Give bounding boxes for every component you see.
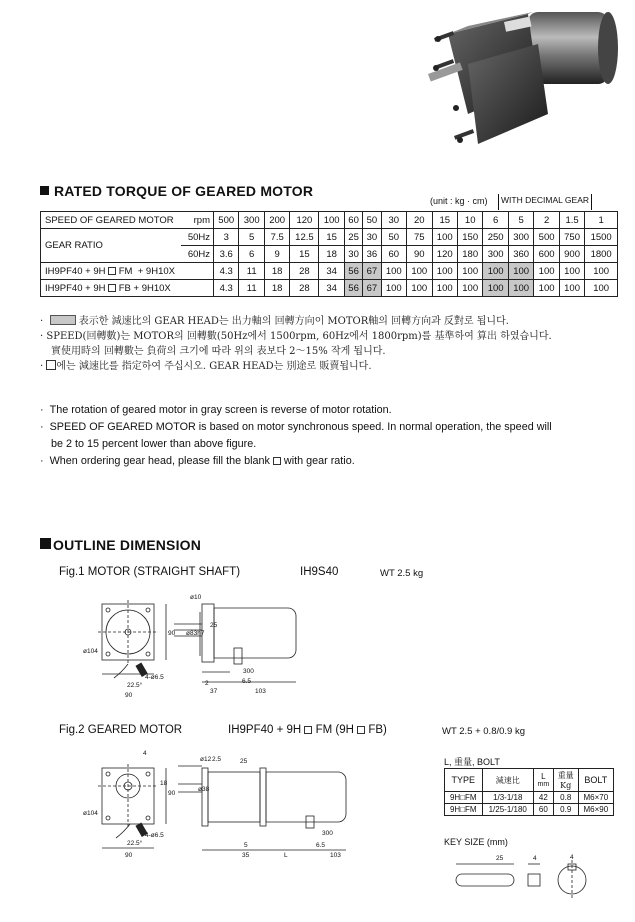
fig2-dim-38: ø38	[198, 786, 210, 793]
fig1-dim-300: 300	[243, 668, 254, 675]
table-cell: 100	[381, 263, 406, 280]
table-cell: 100	[559, 280, 584, 297]
fig1-dim-37: 37	[210, 688, 218, 695]
table-cell: 900	[559, 246, 584, 263]
key-size-caption: KEY SIZE (mm)	[444, 837, 508, 847]
bolt-cell-weight: 0.9	[553, 804, 578, 816]
fig1-dim-hole: 4-ø6.5	[145, 674, 164, 681]
bolt-header-type: TYPE	[445, 769, 483, 792]
heading-bullet-icon	[40, 186, 49, 195]
table-cell: 4.3	[214, 263, 239, 280]
table-cell: 90	[407, 246, 432, 263]
table-cell: 300	[508, 229, 533, 246]
key-size-drawing	[444, 850, 614, 916]
fig2-dim-18: 18	[160, 780, 168, 787]
table-cell: 300	[239, 212, 264, 229]
fig2-title: Fig.2 GEARED MOTOR	[59, 724, 183, 736]
bolt-header-bolt: BOLT	[578, 769, 613, 792]
blank-box-icon	[357, 726, 365, 734]
decimal-gear-bracket-left	[498, 194, 499, 210]
key-dim-width: 4	[533, 855, 537, 862]
bolt-header-weight: 重量 Kg	[553, 769, 578, 792]
speed-label: SPEED OF GEARED MOTOR	[41, 212, 181, 229]
fig1-motor-body	[214, 608, 296, 658]
fig1-dim-103: 103	[255, 688, 266, 695]
fig2-bolt-hole	[146, 816, 150, 820]
table-cell-gray: 100	[508, 263, 533, 280]
fig2-weight: WT 2.5 + 0.8/0.9 kg	[442, 726, 525, 737]
fig2-gear-flange	[202, 768, 208, 826]
table-cell: 6	[239, 246, 264, 263]
table-cell: 100	[432, 280, 457, 297]
fig2-dim-300: 300	[322, 830, 333, 837]
bolt-cell-weight: 0.8	[553, 792, 578, 804]
bolt-cell-l: 42	[533, 792, 553, 804]
table-cell: 60	[381, 246, 406, 263]
model-row1-label: IH9PF40 + 9H FM + 9H10X	[41, 263, 214, 280]
table-cell: 34	[319, 280, 344, 297]
table-cell: 100	[534, 263, 559, 280]
table-cell: 3.6	[214, 246, 239, 263]
fig1-dim-90: 90	[125, 692, 133, 699]
table-cell-gray: 56	[344, 280, 362, 297]
table-cell: 100	[457, 263, 482, 280]
table-cell: 28	[290, 280, 319, 297]
table-cell: 15	[319, 229, 344, 246]
fig2-motor-flange	[260, 768, 266, 826]
table-cell: 180	[457, 246, 482, 263]
table-cell: 1800	[585, 246, 618, 263]
bolt-cell-bolt: M6×70	[578, 792, 613, 804]
gear-ratio-label: GEAR RATIO	[41, 229, 181, 263]
bolt-header-ratio: 減速比	[482, 769, 533, 792]
table-cell: 1.5	[559, 212, 584, 229]
note-eng-1: · The rotation of geared motor in gray screen is reverse of motor rotation.	[40, 404, 392, 416]
fig1-bolt-hole	[146, 608, 150, 612]
hz50-label: 50Hz	[181, 229, 214, 246]
note-eng-2: · SPEED OF GEARED MOTOR is based on motor synchronous speed. In normal operation, the speed will	[40, 421, 552, 433]
fig1-bolt-hole	[146, 652, 150, 656]
bolt-header-l: L mm	[533, 769, 553, 792]
fig1-weight: WT 2.5 kg	[380, 568, 424, 579]
table-cell: 7.5	[264, 229, 289, 246]
table-row	[445, 804, 614, 816]
fig1-terminal	[234, 648, 242, 664]
fig1-model: IH9S40	[300, 566, 339, 578]
bolt-caption: L, 重量, BOLT	[444, 757, 500, 767]
fig1-dim-104: ø104	[83, 648, 98, 655]
fig2-dim-35: 35	[242, 852, 250, 859]
table-cell: 9	[264, 246, 289, 263]
fig2-bolt-hole	[146, 772, 150, 776]
fig1-bolt-hole	[106, 608, 110, 612]
fig2-dim-5: 5	[244, 842, 248, 849]
table-cell: 750	[559, 229, 584, 246]
gray-swatch-icon	[50, 315, 76, 325]
fig1-bolt-hole	[106, 652, 110, 656]
table-cell: 100	[457, 280, 482, 297]
table-cell-gray: 100	[508, 280, 533, 297]
table-cell: 10	[457, 212, 482, 229]
table-cell: 20	[407, 212, 432, 229]
fig2-dim-25: 25	[240, 758, 248, 765]
table-cell: 250	[483, 229, 508, 246]
fig2-dim-104: ø104	[83, 810, 98, 817]
table-cell: 1	[585, 212, 618, 229]
table-cell: 50	[363, 212, 381, 229]
table-cell: 500	[534, 229, 559, 246]
fig2-bolt-hole	[106, 816, 110, 820]
fig2-dim-90-vertical: 90	[168, 790, 176, 797]
table-cell-gray: 67	[363, 280, 381, 297]
rpm-label: rpm	[181, 212, 214, 229]
table-cell: 30	[363, 229, 381, 246]
bolt-cell-l: 60	[533, 804, 553, 816]
table-cell: 120	[290, 212, 319, 229]
model-row2-label: IH9PF40 + 9H FB + 9H10X	[41, 280, 214, 297]
table-cell: 360	[508, 246, 533, 263]
geared-motor-photo	[408, 4, 620, 162]
table-cell: 600	[534, 246, 559, 263]
note-kor-3: · 에는 減速比를 指定하여 주십시오. GEAR HEAD는 別途로 販賣됩니다.	[40, 361, 372, 372]
table-cell: 100	[585, 263, 618, 280]
table-cell: 4.3	[214, 280, 239, 297]
table-cell-gray: 56	[344, 263, 362, 280]
blank-box-icon	[108, 284, 116, 292]
bolt-table	[444, 768, 614, 816]
table-cell: 11	[239, 263, 264, 280]
bolt-cell-bolt: M6×90	[578, 804, 613, 816]
notes-korean	[40, 314, 620, 374]
fig1-dim-25: 25	[210, 622, 218, 629]
fig2-dim-4: 4	[143, 750, 147, 757]
table-cell: 120	[432, 246, 457, 263]
table-cell-gray: 100	[483, 263, 508, 280]
table-cell: 100	[432, 263, 457, 280]
table-cell: 34	[319, 263, 344, 280]
table-cell: 18	[264, 280, 289, 297]
table-cell-gray: 100	[483, 280, 508, 297]
fig2-bolt-hole	[106, 772, 110, 776]
outline-heading: OUTLINE DIMENSION	[40, 537, 201, 553]
fig2-gearhead-body	[208, 772, 260, 822]
table-cell: 15	[432, 212, 457, 229]
fig2-dim-90: 90	[125, 852, 133, 859]
fig2-model: IH9PF40 + 9H FM (9H FB)	[228, 724, 387, 736]
note-kor-2b: 實使用時의 回轉數는 負荷의 크기에 따라 위의 表보다 2～15% 작게 됩니다.	[51, 346, 386, 357]
rated-torque-table	[40, 211, 618, 297]
table-cell: 100	[534, 280, 559, 297]
notes-english	[40, 402, 620, 470]
table-cell: 15	[290, 246, 319, 263]
table-cell: 12.5	[290, 229, 319, 246]
fig2-dim-angle: 22.5°	[127, 840, 143, 847]
blank-box-icon	[46, 360, 56, 370]
bolt-cell-ratio: 1/25-1/180	[482, 804, 533, 816]
table-cell: 3	[214, 229, 239, 246]
table-cell: 2	[534, 212, 559, 229]
fig2-dim-6-5: 6.5	[316, 842, 326, 849]
table-cell: 1500	[585, 229, 618, 246]
table-cell: 150	[457, 229, 482, 246]
fig1-dim-angle: 22.5°	[127, 682, 143, 689]
note-kor-2: · SPEED(回轉數)는 MOTOR의 回轉數(50Hz에서 1500rpm, 60Hz에서 1800rpm)를 基準하여 算出 하였습니다.	[40, 331, 552, 342]
table-cell: 100	[407, 280, 432, 297]
fig2-dim-shaft: ø12	[200, 756, 212, 763]
table-row	[445, 792, 614, 804]
fig1-dim-83: ø83h7	[186, 630, 205, 637]
table-cell: 6	[483, 212, 508, 229]
fig1-title: Fig.1 MOTOR (STRAIGHT SHAFT)	[59, 566, 241, 578]
fig2-dim-2-5: 2.5	[212, 756, 222, 763]
blank-box-icon	[108, 267, 116, 275]
key-top-view	[456, 874, 514, 886]
decimal-gear-bracket-right	[591, 194, 592, 210]
table-cell: 28	[290, 263, 319, 280]
key-side-view	[528, 874, 540, 886]
blank-box-icon	[304, 726, 312, 734]
table-cell: 36	[363, 246, 381, 263]
table-row	[41, 263, 618, 280]
table-cell: 60	[344, 212, 362, 229]
table-cell: 100	[559, 263, 584, 280]
table-cell: 200	[264, 212, 289, 229]
fig1-dim-6-5: 6.5	[242, 678, 252, 685]
fig1-dim-shaft: ø10	[190, 594, 202, 601]
bolt-cell-type: 9H□FM	[445, 804, 483, 816]
table-cell: 50	[381, 229, 406, 246]
fig2-dim-L: L	[284, 852, 288, 859]
table-cell: 100	[432, 229, 457, 246]
fig2-dim-hole: 4-ø6.5	[145, 832, 164, 839]
note-eng-3: · When ordering gear head, please fill the blank with gear ratio.	[40, 455, 355, 467]
table-cell: 100	[585, 280, 618, 297]
table-cell: 75	[407, 229, 432, 246]
table-row	[41, 212, 618, 229]
unit-label: (unit : kg · cm)	[430, 196, 488, 206]
key-dim-length: 25	[496, 855, 504, 862]
table-row	[41, 229, 618, 246]
fig1-angle-arc	[114, 664, 128, 678]
table-cell: 5	[239, 229, 264, 246]
bolt-cell-type: 9H□FM	[445, 792, 483, 804]
key-dim-height: 4	[570, 854, 574, 861]
table-cell: 100	[319, 212, 344, 229]
table-row	[41, 280, 618, 297]
rated-torque-heading: RATED TORQUE OF GEARED MOTOR	[40, 183, 313, 199]
table-cell: 500	[214, 212, 239, 229]
fig1-dim-90-vertical: 90	[168, 630, 176, 637]
blank-box-icon	[273, 457, 281, 465]
heading-bullet-icon	[40, 538, 51, 549]
bolt-cell-ratio: 1/3-1/18	[482, 792, 533, 804]
note-kor-1: · 表示한 減速比의 GEAR HEAD는 出力軸의 回轉方向이 MOTOR軸의 回轉方向과 反對로 됩니다.	[40, 316, 509, 327]
table-cell: 300	[483, 246, 508, 263]
table-cell: 18	[319, 246, 344, 263]
table-cell: 25	[344, 229, 362, 246]
table-cell: 100	[407, 263, 432, 280]
fig2-motor-body	[266, 772, 346, 822]
decimal-gear-label: WITH DECIMAL GEAR	[498, 190, 608, 210]
hz60-label: 60Hz	[181, 246, 214, 263]
table-cell: 18	[264, 263, 289, 280]
note-eng-2b: be 2 to 15 percent lower than above figure.	[51, 438, 257, 450]
fig1-dim-2: 2	[205, 680, 209, 687]
table-cell: 11	[239, 280, 264, 297]
table-cell: 30	[344, 246, 362, 263]
fig2-angle-arc	[116, 824, 130, 838]
table-cell: 30	[381, 212, 406, 229]
table-cell-gray: 67	[363, 263, 381, 280]
table-cell: 5	[508, 212, 533, 229]
table-cell: 100	[381, 280, 406, 297]
table-row	[445, 769, 614, 792]
fig2-dim-103: 103	[330, 852, 341, 859]
